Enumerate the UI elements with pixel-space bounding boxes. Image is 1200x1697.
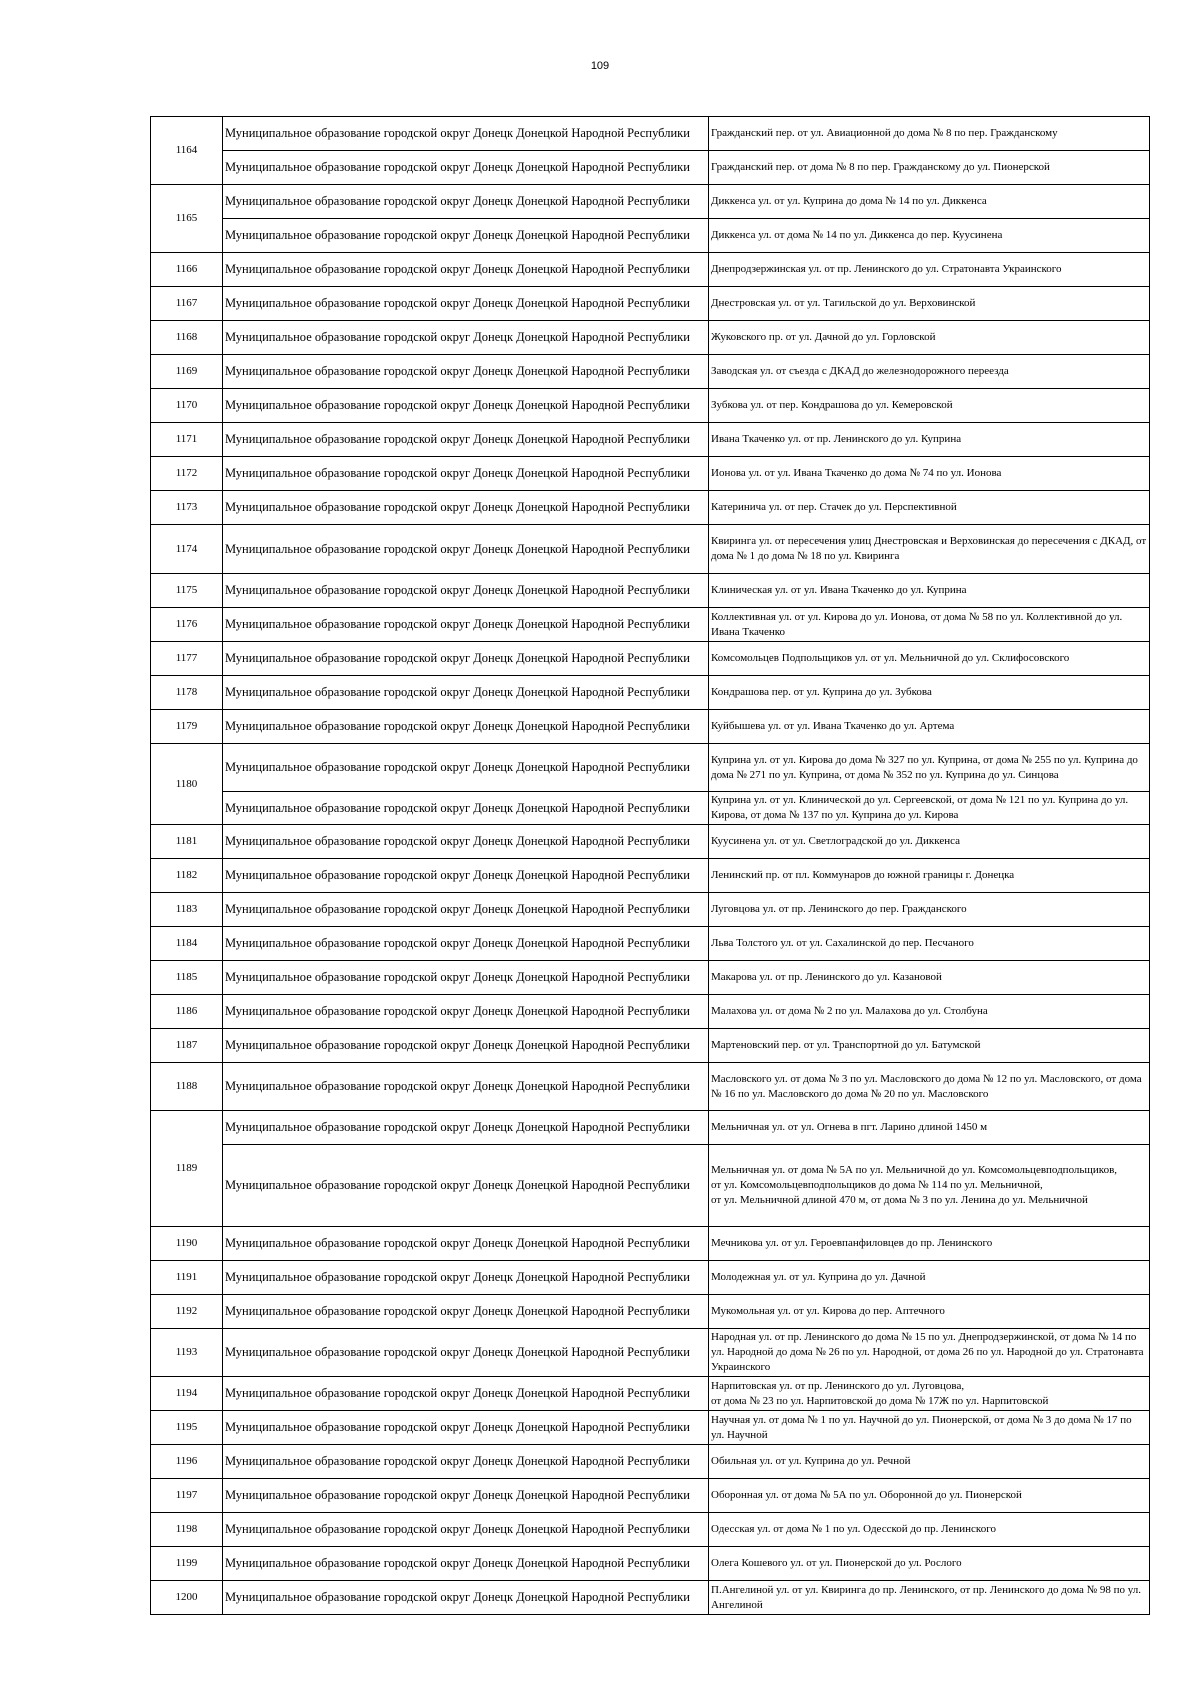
- street-segment-cell: Гражданский пер. от ул. Авиационной до дома № 8 по пер. Гражданскому: [709, 117, 1150, 151]
- municipality-cell: Муниципальное образование городской округ Донецк Донецкой Народной Республики: [223, 792, 709, 825]
- street-segment-cell: Днепродзержинская ул. от пр. Ленинского до ул. Стратонавта Украинского: [709, 253, 1150, 287]
- table-row: [151, 1513, 1150, 1547]
- street-segment-cell: Макарова ул. от пр. Ленинского до ул. Казановой: [709, 961, 1150, 995]
- table-row: [151, 185, 1150, 219]
- row-number: 1175: [151, 574, 223, 608]
- street-segment-cell: Заводская ул. от съезда с ДКАД до железнодорожного переезда: [709, 355, 1150, 389]
- table-row: [151, 608, 1150, 642]
- table-row: [151, 525, 1150, 574]
- table-row: [151, 491, 1150, 525]
- municipality-cell: Муниципальное образование городской округ Донецк Донецкой Народной Республики: [223, 423, 709, 457]
- row-number: 1194: [151, 1377, 223, 1411]
- row-number: 1200: [151, 1581, 223, 1615]
- street-segment-cell: Научная ул. от дома № 1 по ул. Научной до ул. Пионерской, от дома № 3 до дома № 17 по ул. Научной: [709, 1411, 1150, 1445]
- municipality-cell: Муниципальное образование городской округ Донецк Донецкой Народной Республики: [223, 608, 709, 642]
- table-row: [151, 117, 1150, 151]
- street-segment-cell: Катеринича ул. от пер. Стачек до ул. Перспективной: [709, 491, 1150, 525]
- street-segment-cell: Куусинена ул. от ул. Светлоградской до ул. Диккенса: [709, 825, 1150, 859]
- municipality-cell: Муниципальное образование городской округ Донецк Донецкой Народной Республики: [223, 676, 709, 710]
- municipality-cell: Муниципальное образование городской округ Донецк Донецкой Народной Республики: [223, 642, 709, 676]
- street-segment-cell: Мельничная ул. от ул. Огнева в пгт. Ларино длиной 1450 м: [709, 1111, 1150, 1145]
- street-segment-cell: Льва Толстого ул. от ул. Сахалинской до пер. Песчаного: [709, 927, 1150, 961]
- row-number: 1165: [151, 185, 223, 253]
- table-row: [151, 1479, 1150, 1513]
- row-number: 1186: [151, 995, 223, 1029]
- table-row: [151, 355, 1150, 389]
- table-row: [151, 710, 1150, 744]
- street-segment-cell: Молодежная ул. от ул. Куприна до ул. Дачной: [709, 1261, 1150, 1295]
- row-number: 1171: [151, 423, 223, 457]
- table-row: [151, 1445, 1150, 1479]
- row-number: 1192: [151, 1295, 223, 1329]
- municipality-cell: Муниципальное образование городской округ Донецк Донецкой Народной Республики: [223, 1295, 709, 1329]
- municipality-cell: Муниципальное образование городской округ Донецк Донецкой Народной Республики: [223, 710, 709, 744]
- row-number: 1198: [151, 1513, 223, 1547]
- table-row: [151, 1547, 1150, 1581]
- street-segment-cell: Ионова ул. от ул. Ивана Ткаченко до дома № 74 по ул. Ионова: [709, 457, 1150, 491]
- street-segment-cell: Жуковского пр. от ул. Дачной до ул. Горловской: [709, 321, 1150, 355]
- row-number: 1190: [151, 1227, 223, 1261]
- table-row: [151, 792, 1150, 825]
- row-number: 1196: [151, 1445, 223, 1479]
- municipality-cell: Муниципальное образование городской округ Донецк Донецкой Народной Республики: [223, 287, 709, 321]
- row-number: 1178: [151, 676, 223, 710]
- street-segment-cell: Обильная ул. от ул. Куприна до ул. Речной: [709, 1445, 1150, 1479]
- street-segment-cell: Комсомольцев Подпольщиков ул. от ул. Мельничной до ул. Склифосовского: [709, 642, 1150, 676]
- street-segment-cell: Ивана Ткаченко ул. от пр. Ленинского до ул. Куприна: [709, 423, 1150, 457]
- row-number: 1176: [151, 608, 223, 642]
- municipality-cell: Муниципальное образование городской округ Донецк Донецкой Народной Республики: [223, 1227, 709, 1261]
- row-number: 1191: [151, 1261, 223, 1295]
- table-row: [151, 287, 1150, 321]
- municipality-cell: Муниципальное образование городской округ Донецк Донецкой Народной Республики: [223, 825, 709, 859]
- row-number: 1185: [151, 961, 223, 995]
- table-row: [151, 676, 1150, 710]
- street-segment-cell: Одесская ул. от дома № 1 по ул. Одесской до пр. Ленинского: [709, 1513, 1150, 1547]
- municipality-cell: Муниципальное образование городской округ Донецк Донецкой Народной Республики: [223, 744, 709, 792]
- street-segment-cell: Ленинский пр. от пл. Коммунаров до южной границы г. Донецка: [709, 859, 1150, 893]
- municipality-cell: Муниципальное образование городской округ Донецк Донецкой Народной Республики: [223, 117, 709, 151]
- municipality-cell: Муниципальное образование городской округ Донецк Донецкой Народной Республики: [223, 1111, 709, 1145]
- row-number: 1168: [151, 321, 223, 355]
- table-row: [151, 389, 1150, 423]
- page-number: 109: [590, 60, 610, 72]
- street-segment-cell: Малахова ул. от дома № 2 по ул. Малахова до ул. Столбуна: [709, 995, 1150, 1029]
- municipality-cell: Муниципальное образование городской округ Донецк Донецкой Народной Республики: [223, 1411, 709, 1445]
- street-segment-cell: Нарпитовская ул. от пр. Ленинского до ул. Луговцова, от дома № 23 по ул. Нарпитовской до дома № 17Ж по ул. Нарпитовской: [709, 1377, 1150, 1411]
- street-segment-cell: Оборонная ул. от дома № 5А по ул. Оборонной до ул. Пионерской: [709, 1479, 1150, 1513]
- street-segment-cell: Куприна ул. от ул. Кирова до дома № 327 по ул. Куприна, от дома № 255 по ул. Куприна до дома № 271 по ул. Куприна, от дома № 352 по ул. Куприна до ул. Синцова: [709, 744, 1150, 792]
- row-number: 1187: [151, 1029, 223, 1063]
- table-row: [151, 859, 1150, 893]
- street-segment-cell: Масловского ул. от дома № 3 по ул. Масловского до дома № 12 по ул. Масловского, от дома № 16 по ул. Масловского до дома № 20 по ул. Масловского: [709, 1063, 1150, 1111]
- table-row: [151, 1411, 1150, 1445]
- row-number: 1164: [151, 117, 223, 185]
- municipality-cell: Муниципальное образование городской округ Донецк Донецкой Народной Республики: [223, 389, 709, 423]
- municipality-cell: Муниципальное образование городской округ Донецк Донецкой Народной Республики: [223, 1261, 709, 1295]
- street-segment-cell: Луговцова ул. от пр. Ленинского до пер. Гражданского: [709, 893, 1150, 927]
- municipality-cell: Муниципальное образование городской округ Донецк Донецкой Народной Республики: [223, 1581, 709, 1615]
- street-segment-cell: Коллективная ул. от ул. Кирова до ул. Ионова, от дома № 58 по ул. Коллективной до ул. Ивана Ткаченко: [709, 608, 1150, 642]
- table-row: [151, 321, 1150, 355]
- municipality-cell: Муниципальное образование городской округ Донецк Донецкой Народной Республики: [223, 1513, 709, 1547]
- municipality-cell: Муниципальное образование городской округ Донецк Донецкой Народной Республики: [223, 185, 709, 219]
- row-number: 1189: [151, 1111, 223, 1227]
- municipality-cell: Муниципальное образование городской округ Донецк Донецкой Народной Республики: [223, 1445, 709, 1479]
- registry-table-body: [151, 117, 1150, 1615]
- municipality-cell: Муниципальное образование городской округ Донецк Донецкой Народной Республики: [223, 321, 709, 355]
- municipality-cell: Муниципальное образование городской округ Донецк Донецкой Народной Республики: [223, 457, 709, 491]
- municipality-cell: Муниципальное образование городской округ Донецк Донецкой Народной Республики: [223, 1547, 709, 1581]
- row-number: 1174: [151, 525, 223, 574]
- municipality-cell: Муниципальное образование городской округ Донецк Донецкой Народной Республики: [223, 219, 709, 253]
- table-row: [151, 423, 1150, 457]
- street-segment-cell: Мукомольная ул. от ул. Кирова до пер. Аптечного: [709, 1295, 1150, 1329]
- street-segment-cell: Мечникова ул. от ул. Героевпанфиловцев до пр. Ленинского: [709, 1227, 1150, 1261]
- row-number: 1184: [151, 927, 223, 961]
- table-row: [151, 1377, 1150, 1411]
- row-number: 1182: [151, 859, 223, 893]
- table-row: [151, 1581, 1150, 1615]
- municipality-cell: Муниципальное образование городской округ Донецк Донецкой Народной Республики: [223, 355, 709, 389]
- municipality-cell: Муниципальное образование городской округ Донецк Донецкой Народной Республики: [223, 961, 709, 995]
- table-row: [151, 151, 1150, 185]
- table-row: [151, 825, 1150, 859]
- municipality-cell: Муниципальное образование городской округ Донецк Донецкой Народной Республики: [223, 927, 709, 961]
- table-row: [151, 1111, 1150, 1145]
- row-number: 1181: [151, 825, 223, 859]
- street-segment-cell: Квиринга ул. от пересечения улиц Днестровская и Верховинская до пересечения с ДКАД, от дома № 1 до дома № 18 по ул. Квиринга: [709, 525, 1150, 574]
- table-row: [151, 1145, 1150, 1227]
- table-row: [151, 995, 1150, 1029]
- row-number: 1169: [151, 355, 223, 389]
- street-segment-cell: Днестровская ул. от ул. Тагильской до ул. Верховинской: [709, 287, 1150, 321]
- row-number: 1199: [151, 1547, 223, 1581]
- municipality-cell: Муниципальное образование городской округ Донецк Донецкой Народной Республики: [223, 1029, 709, 1063]
- row-number: 1179: [151, 710, 223, 744]
- table-row: [151, 1227, 1150, 1261]
- table-row: [151, 1063, 1150, 1111]
- row-number: 1173: [151, 491, 223, 525]
- table-row: [151, 1261, 1150, 1295]
- table-row: [151, 253, 1150, 287]
- table-row: [151, 457, 1150, 491]
- row-number: 1172: [151, 457, 223, 491]
- municipality-cell: Муниципальное образование городской округ Донецк Донецкой Народной Республики: [223, 151, 709, 185]
- street-segment-cell: Клиническая ул. от ул. Ивана Ткаченко до ул. Куприна: [709, 574, 1150, 608]
- municipality-cell: Муниципальное образование городской округ Донецк Донецкой Народной Республики: [223, 1377, 709, 1411]
- row-number: 1180: [151, 744, 223, 825]
- row-number: 1193: [151, 1329, 223, 1377]
- table-row: [151, 1295, 1150, 1329]
- municipality-cell: Муниципальное образование городской округ Донецк Донецкой Народной Республики: [223, 525, 709, 574]
- row-number: 1177: [151, 642, 223, 676]
- table-row: [151, 927, 1150, 961]
- street-segment-cell: Народная ул. от пр. Ленинского до дома № 15 по ул. Днепродзержинской, от дома № 14 по ул. Народной до дома № 26 по ул. Народной, от дома 26 по ул. Народной до ул. Стратонавта Украинского: [709, 1329, 1150, 1377]
- street-segment-cell: Мельничная ул. от дома № 5А по ул. Мельничной до ул. Комсомольцевподпольщиков, от ул. Комсомольцевподпольщиков до дома № 114 по ул. Мельничной, от ул. Мельничной длиной 470 м, от дома № 3 по ул. Ленина до ул. Мельничной: [709, 1145, 1150, 1227]
- municipality-cell: Муниципальное образование городской округ Донецк Донецкой Народной Республики: [223, 859, 709, 893]
- street-segment-cell: Куйбышева ул. от ул. Ивана Ткаченко до ул. Артема: [709, 710, 1150, 744]
- municipality-cell: Муниципальное образование городской округ Донецк Донецкой Народной Республики: [223, 1145, 709, 1227]
- street-segment-cell: Олега Кошевого ул. от ул. Пионерской до ул. Рослого: [709, 1547, 1150, 1581]
- row-number: 1167: [151, 287, 223, 321]
- street-segment-cell: Диккенса ул. от дома № 14 по ул. Диккенса до пер. Куусинена: [709, 219, 1150, 253]
- street-segment-cell: П.Ангелиной ул. от ул. Квиринга до пр. Ленинского, от пр. Ленинского до дома № 98 по ул. Ангелиной: [709, 1581, 1150, 1615]
- row-number: 1170: [151, 389, 223, 423]
- street-segment-cell: Гражданский пер. от дома № 8 по пер. Гражданскому до ул. Пионерской: [709, 151, 1150, 185]
- street-segment-cell: Зубкова ул. от пер. Кондрашова до ул. Кемеровской: [709, 389, 1150, 423]
- street-segment-cell: Мартеновский пер. от ул. Транспортной до ул. Батумской: [709, 1029, 1150, 1063]
- table-row: [151, 893, 1150, 927]
- row-number: 1195: [151, 1411, 223, 1445]
- municipality-cell: Муниципальное образование городской округ Донецк Донецкой Народной Республики: [223, 1329, 709, 1377]
- row-number: 1197: [151, 1479, 223, 1513]
- table-row: [151, 574, 1150, 608]
- row-number: 1188: [151, 1063, 223, 1111]
- table-row: [151, 219, 1150, 253]
- municipality-cell: Муниципальное образование городской округ Донецк Донецкой Народной Республики: [223, 1063, 709, 1111]
- table-row: [151, 1029, 1150, 1063]
- table-row: [151, 642, 1150, 676]
- municipality-cell: Муниципальное образование городской округ Донецк Донецкой Народной Республики: [223, 1479, 709, 1513]
- street-segment-cell: Диккенса ул. от ул. Куприна до дома № 14 по ул. Диккенса: [709, 185, 1150, 219]
- municipality-cell: Муниципальное образование городской округ Донецк Донецкой Народной Республики: [223, 995, 709, 1029]
- table-row: [151, 961, 1150, 995]
- row-number: 1166: [151, 253, 223, 287]
- municipality-cell: Муниципальное образование городской округ Донецк Донецкой Народной Республики: [223, 893, 709, 927]
- municipality-cell: Муниципальное образование городской округ Донецк Донецкой Народной Республики: [223, 253, 709, 287]
- table-row: [151, 1329, 1150, 1377]
- table-row: [151, 744, 1150, 792]
- registry-table: [150, 116, 1150, 1615]
- row-number: 1183: [151, 893, 223, 927]
- street-segment-cell: Кондрашова пер. от ул. Куприна до ул. Зубкова: [709, 676, 1150, 710]
- municipality-cell: Муниципальное образование городской округ Донецк Донецкой Народной Республики: [223, 491, 709, 525]
- street-segment-cell: Куприна ул. от ул. Клинической до ул. Сергеевской, от дома № 121 по ул. Куприна до ул. Кирова, от дома № 137 по ул. Куприна до ул. Кирова: [709, 792, 1150, 825]
- municipality-cell: Муниципальное образование городской округ Донецк Донецкой Народной Республики: [223, 574, 709, 608]
